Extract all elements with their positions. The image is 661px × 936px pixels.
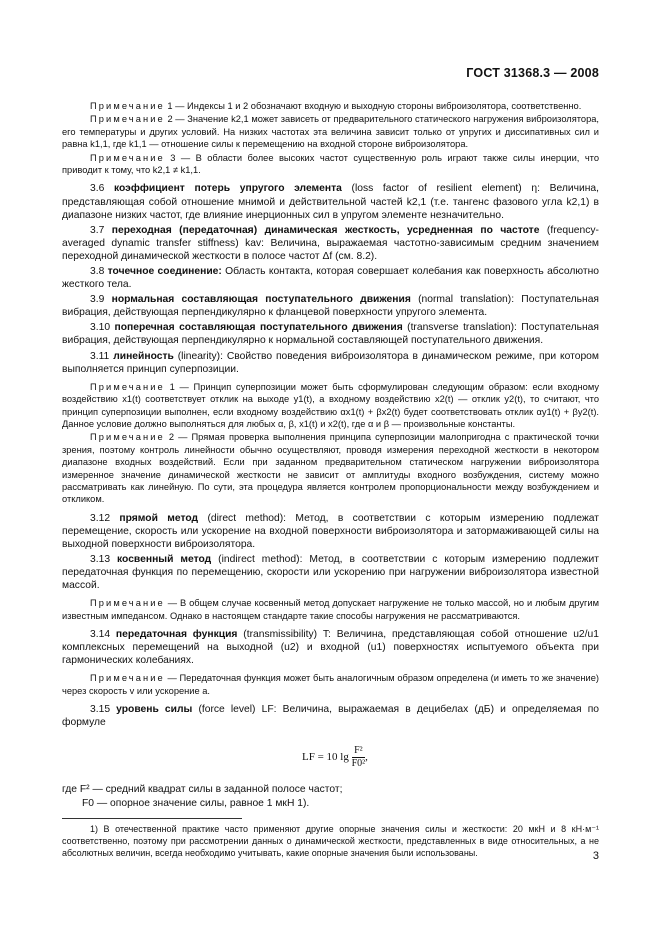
- note-label: Примечание: [90, 381, 165, 392]
- note-text: 1 — Принцип суперпозиции может быть сформулирован следующим образом: если входному воздействию x1(t) соответствует отклик на выходе y1(t), а входному воздействию x2(t) — отклик y2(t), то считают, что принцип суперпозиции выполнен, если входному воздействию αx1(t) + βx2(t) будет соответствовать отклик αy1(t) + βy2(t). Данное условие должно выполняться для любых α, β, x1(t) и x2(t), где α и β — произвольные константы.: [62, 381, 599, 429]
- clause-number: 3.6: [90, 183, 105, 195]
- definition-f-squared: где F² — средний квадрат силы в заданной полосе частот;: [62, 784, 343, 796]
- clause-term: коэффициент потерь упругого элемента: [113, 183, 342, 195]
- clause-number: 3.10: [90, 322, 111, 334]
- clause-term: прямой метод: [119, 512, 199, 524]
- clause-3-7: [62, 224, 599, 263]
- clause-3-13: [62, 553, 599, 592]
- page-content: [62, 99, 599, 859]
- note-label: Примечание: [90, 432, 165, 443]
- note-label: Примечание: [90, 152, 165, 163]
- clause-text: (transmissibility) T: Величина, представляющая собой отношение u2/u1 комплексных перемещений на выходной (u2) и входной (u1) поверхностях испытуемого объекта при гармонических колебаниях.: [62, 629, 599, 667]
- note-1: [62, 100, 599, 112]
- clause-number: 3.12: [90, 512, 111, 524]
- clause-term: переходная (передаточная) динамическая жесткость, усредненная по частоте: [111, 224, 540, 236]
- clause-term: уровень силы: [116, 704, 193, 716]
- clause-3-9: [62, 293, 599, 319]
- clause-text: (force level) LF: Величина, выражаемая в децибелах (дБ) и определяемая по формуле: [62, 704, 599, 729]
- clause-number: 3.7: [90, 224, 105, 236]
- clause-text: (normal translation): Поступательная вибрация, действующая перпендикулярно к фланцевой поверхности упругого элемента.: [62, 294, 599, 319]
- formula-lhs: LF = 10 lg: [302, 751, 349, 764]
- clause-term: нормальная составляющая поступательного движения: [111, 294, 411, 306]
- footnote: 1) В отечественной практике часто применяют другие опорные значения силы и жесткости: 20 мкН и 8 кН·м⁻¹ соответственно, поэтому при рассмотрении данных о динамической жесткости, представленных в виде относительных, а не абсолютных величин, всегда необходимо учитывать, какие опорные значения были использованы.: [62, 823, 599, 858]
- note-text: 2 — Значение k2,1 может зависеть от предварительного статического нагружения виброизолятора, его температуры и других условий. На низких частотах эта величина зависит только от упругих и диссипативных сил и равна k1,1, где k1,1 — отношение силы к перемещению на входной стороне виброизолятора.: [62, 114, 599, 150]
- note-label: Примечание: [90, 101, 165, 111]
- formula-fraction: [352, 745, 366, 770]
- clause-text: (frequency-averaged dynamic transfer stiffness) kav: Величина, выражаемая частотно-зависимым средним значением переходной динамической жесткости в полосе частот Δf (см. 8.2).: [62, 224, 599, 262]
- note-3: [62, 152, 599, 177]
- clause-term: поперечная составляющая поступательного движения: [114, 322, 403, 334]
- clause-3-10: [62, 321, 599, 347]
- clause-term: точечное соединение:: [107, 266, 222, 277]
- clause-3-14: [62, 628, 599, 667]
- clause-3-15: [62, 703, 599, 729]
- clause-number: 3.11: [90, 350, 110, 362]
- clause-text: (loss factor of resilient element) η: Величина, представляющая собой отношение мнимой и действительной частей k2,1 (т.е. тангенс фазового угла k2,1) в диапазоне низких частот, где влияние инерционных сил в упругом элементе незначительно.: [62, 183, 599, 221]
- clause-text: (transverse translation): Поступательная вибрация, действующая перпендикулярно к нормальной составляющей поступательного движения.: [62, 322, 599, 347]
- clause-text: (indirect method): Метод, в соответствии с которым измерению подлежит передаточная функция по перемещению, скорости или ускорению при нагружении виброизолятора известной массой.: [62, 554, 599, 592]
- note-text: 3 — В области более высоких частот существенную роль играют также силы инерции, что приводит к тому, что k2,1 ≠ k1,1.: [62, 152, 599, 176]
- page-number: 3: [592, 850, 599, 862]
- clause-3-8: [62, 265, 599, 291]
- page-header-standard: ГОСТ 31368.3 — 2008: [466, 66, 599, 80]
- footnote-divider: [62, 818, 242, 819]
- clause-text: Область контакта, которая совершает колебания как поверхность абсолютно жесткого тела.: [62, 266, 599, 291]
- formula-numerator: F²: [352, 745, 366, 758]
- note-label: Примечание: [90, 673, 165, 684]
- note-linearity-1: [62, 381, 599, 431]
- formula-denominator: F0²: [351, 758, 366, 770]
- note-text: 2 — Прямая проверка выполнения принципа суперпозиции малопригодна с практической точки зрения, поэтому контроль линейности обычно осуществляют, проводя измерения переходной жесткости в некотором диапазоне входных воздействий. Если при заданном предварительном статическом нагружении виброизолятора измеренное значение динамической жесткости не зависит от амплитуды входного возбуждения, систему можно рассматривать как линейную. По сути, эта процедура является контролем пропорциональности между возбуждением и откликом.: [62, 432, 599, 505]
- clause-term: косвенный метод: [117, 554, 212, 566]
- note-linearity-2: [62, 431, 599, 505]
- note-transmissibility: [62, 672, 599, 697]
- clause-3-12: [62, 512, 599, 551]
- clause-number: 3.8: [90, 266, 105, 277]
- note-2: [62, 113, 599, 150]
- clause-number: 3.14: [90, 629, 111, 641]
- clause-number: 3.9: [90, 294, 105, 306]
- clause-number: 3.13: [90, 554, 111, 566]
- note-text: 1 — Индексы 1 и 2 обозначают входную и выходную стороны виброизолятора, соответственно.: [164, 101, 582, 111]
- clause-term: линейность: [113, 350, 174, 362]
- clause-term: передаточная функция: [115, 629, 238, 641]
- note-text: — Передаточная функция может быть аналогичным образом определена (и иметь то же значение) через скорость v или ускорение a.: [62, 673, 599, 696]
- clause-text: (direct method): Метод, в соответствии с которым измерению подлежат перемещение, скорость или ускорение на входной поверхности виброизолятора и затормаживающей силы на выходной поверхности виброизолятора.: [62, 512, 599, 550]
- force-level-formula: [62, 735, 599, 781]
- note-label: Примечание: [90, 598, 165, 609]
- clause-text: (linearity): Свойство поведения виброизолятора в динамическом режиме, при котором выполняется принцип суперпозиции.: [62, 350, 599, 375]
- clause-3-11: [62, 350, 599, 376]
- formula-tail: ,: [365, 751, 368, 764]
- clause-number: 3.15: [90, 704, 111, 716]
- definition-f0: F0 — опорное значение силы, равное 1 мкН 1).: [82, 797, 310, 809]
- clause-3-6: [62, 182, 599, 221]
- note-indirect-method: [62, 597, 599, 622]
- note-label: Примечание: [90, 114, 165, 125]
- note-text: — В общем случае косвенный метод допускает нагружение не только массой, но и любым другим известным импедансом. Однако в настоящем стандарте такие способы нагружения не рассматриваются.: [62, 598, 599, 621]
